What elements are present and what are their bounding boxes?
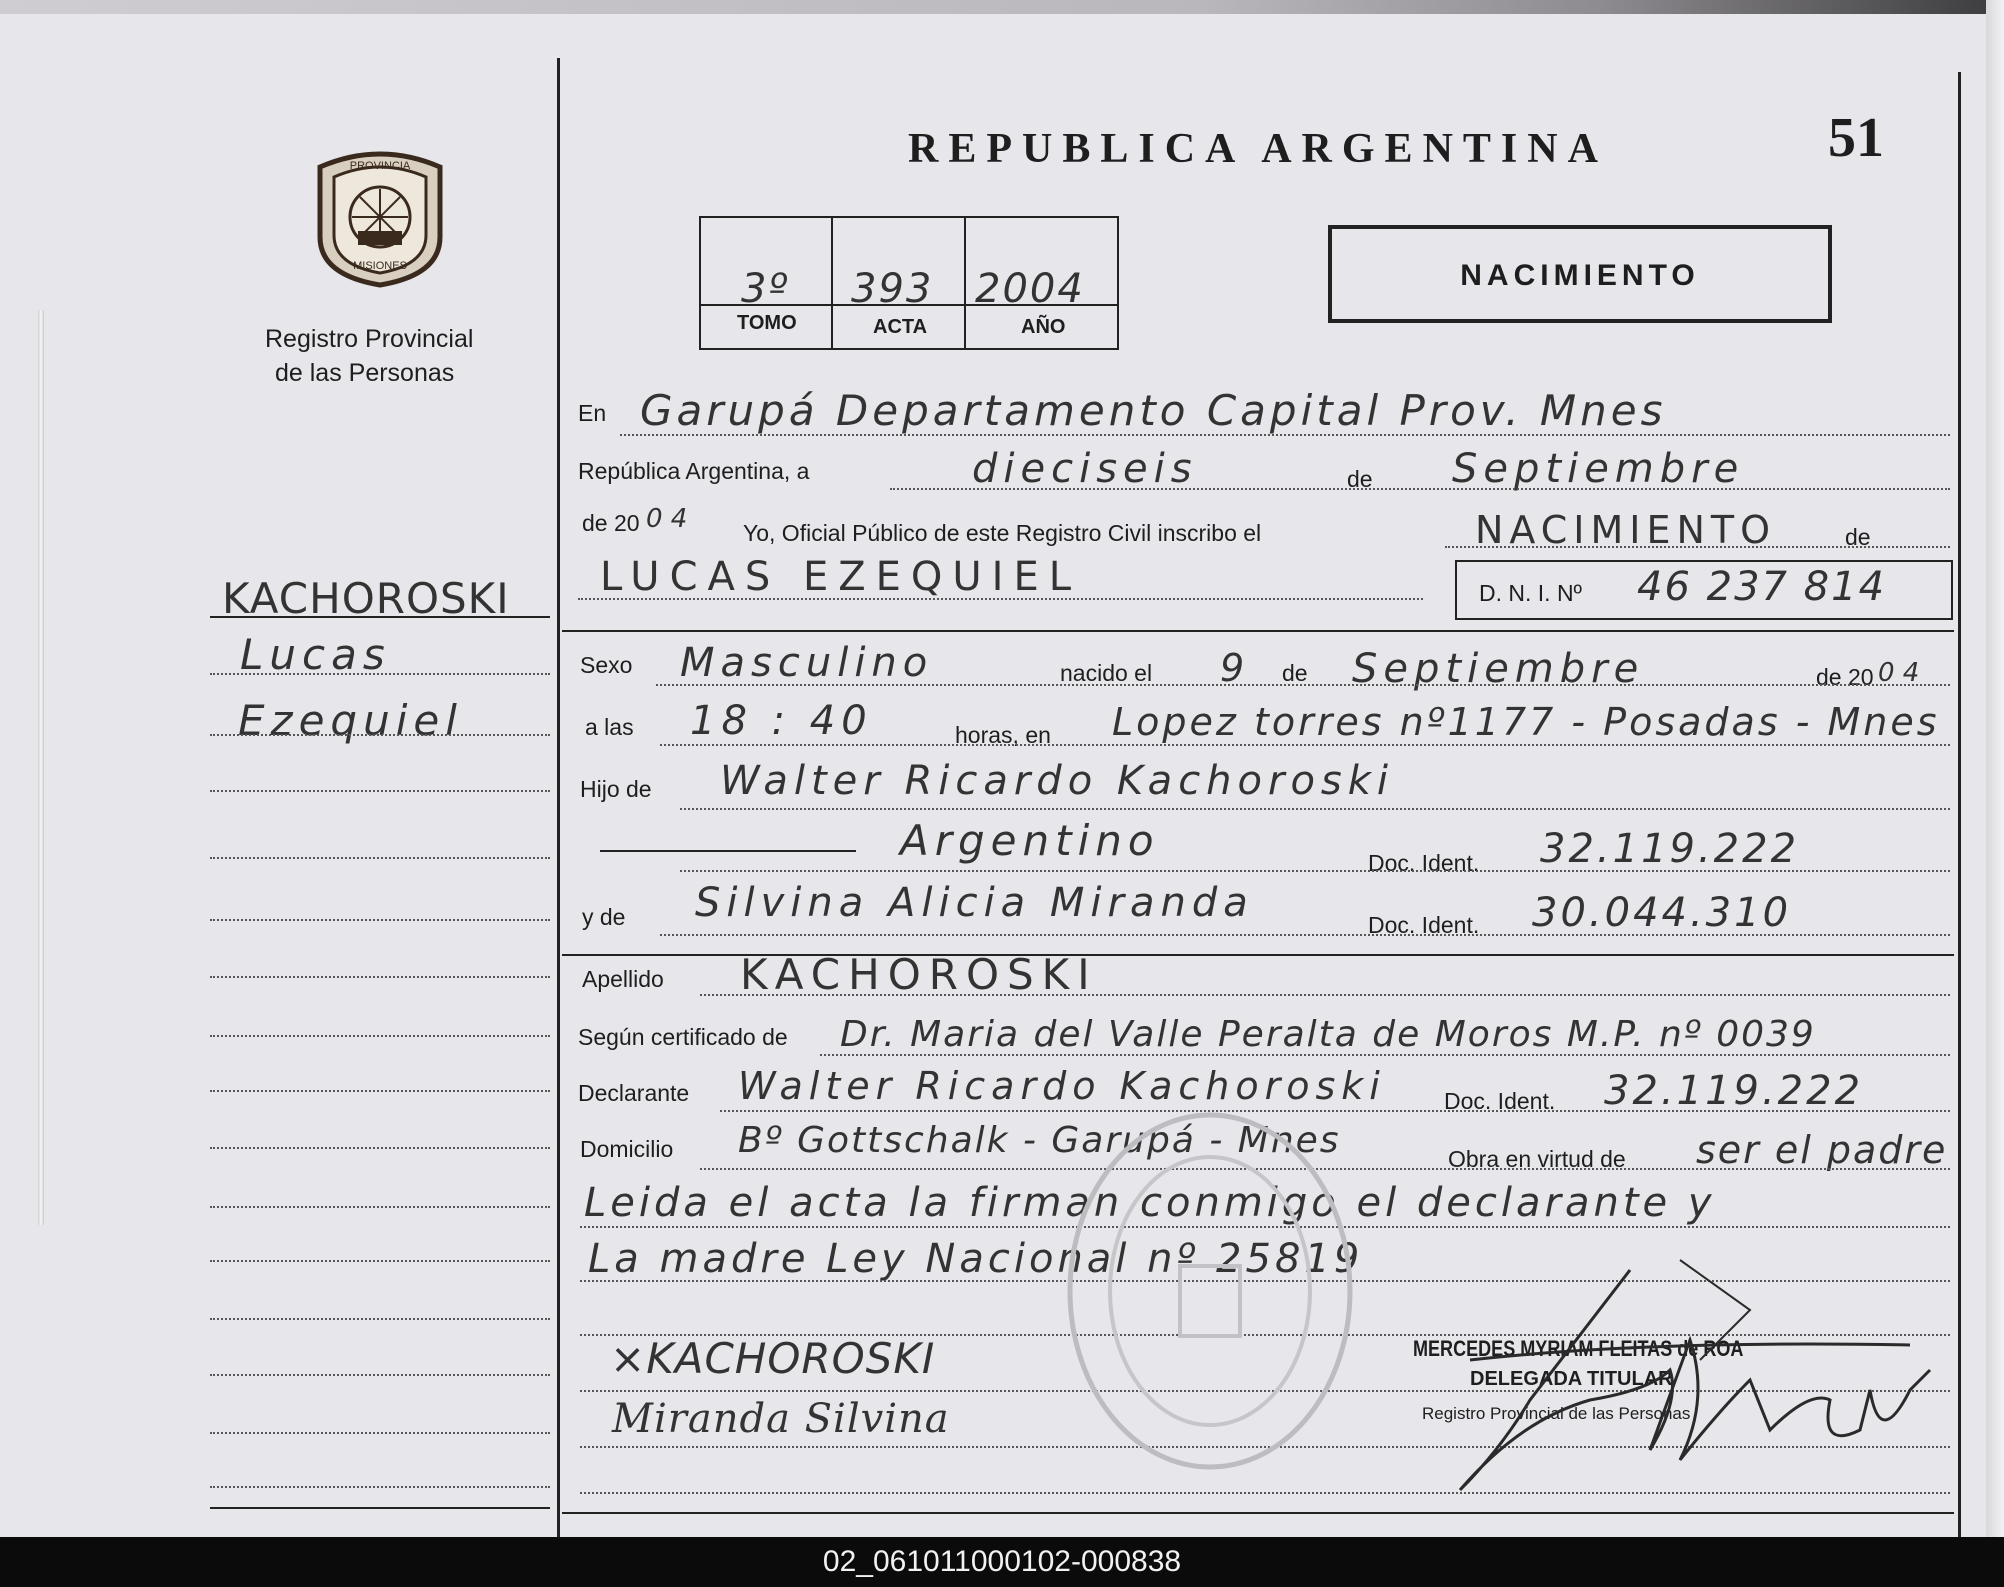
yo-label: Yo, Oficial Público de este Registro Civil inscribo el: [743, 520, 1262, 546]
country-title: REPUBLICA ARGENTINA: [908, 126, 1608, 172]
stub-surname: KACHOROSKI: [222, 574, 510, 623]
extra-line-2: La madre Ley Nacional nº 25819: [588, 1236, 1364, 1282]
dni-box: [1455, 560, 1953, 620]
registry-stamp-icon: [1060, 1106, 1360, 1476]
right-edge: [1986, 0, 2004, 1537]
mother-doc: 30.044.310: [1532, 890, 1792, 936]
ano-label: AÑO: [1021, 316, 1066, 338]
birth-year-label: de 20: [1816, 664, 1874, 690]
inscribe-de-label: de: [1845, 524, 1871, 550]
child-name: LUCAS EZEQUIEL: [600, 554, 1082, 600]
registry-line2: de las Personas: [275, 359, 455, 387]
page-number: 51: [1828, 107, 1884, 169]
misiones-seal-icon: [310, 145, 450, 290]
sexo-value: Masculino: [680, 640, 934, 686]
father-value: Walter Ricardo Kachoroski: [720, 758, 1395, 804]
birth-year: 0 4: [1878, 658, 1920, 688]
seal-text-top: PROVINCIA: [349, 160, 411, 172]
rep-month: Septiembre: [1452, 446, 1745, 492]
en-value: Garupá Departamento Capital Prov. Mnes: [640, 386, 1667, 435]
doc-type: NACIMIENTO: [1460, 259, 1700, 292]
father-doc: 32.119.222: [1540, 826, 1800, 872]
stub-name2: Ezequiel: [238, 696, 463, 745]
apellido-label: Apellido: [582, 966, 664, 992]
segun-label: Según certificado de: [578, 1024, 788, 1050]
birth-month: Septiembre: [1352, 646, 1645, 692]
stub-name1: Lucas: [240, 630, 391, 679]
extra-line-1: Leida el acta la firman conmigo el declarante y: [584, 1180, 1716, 1226]
tomo-label: TOMO: [737, 312, 797, 334]
declarante-doc: 32.119.222: [1604, 1068, 1864, 1114]
place-value: Lopez torres nº1177 - Posadas - Mnes: [1112, 700, 1940, 744]
acta-value: 393: [851, 266, 934, 312]
dni-label: D. N. I. Nº: [1479, 580, 1582, 606]
domicilio-value: Bº Gottschalk - Garupá - Mnes: [738, 1120, 1341, 1161]
mother-value: Silvina Alicia Miranda: [695, 880, 1254, 926]
father-doc-label: Doc. Ident.: [1368, 850, 1480, 876]
tomo-value: 3º: [741, 266, 790, 312]
sexo-label: Sexo: [580, 652, 633, 678]
rep-de-label: de: [1347, 466, 1373, 492]
binding-spine: [38, 310, 44, 1225]
hijo-label: Hijo de: [580, 776, 652, 802]
domicilio-label: Domicilio: [580, 1136, 674, 1162]
registry-line1: Registro Provincial: [265, 325, 474, 353]
year-label: de 20: [582, 510, 640, 536]
official-title: DELEGADA TITULAR: [1470, 1368, 1673, 1390]
apellido-value: KACHOROSKI: [740, 950, 1098, 999]
nacimiento-box: [1328, 225, 1832, 323]
yde-label: y de: [582, 904, 626, 930]
footer-id: 02_061011000102-000838: [0, 1537, 2004, 1587]
ano-value: 2004: [975, 266, 1085, 312]
birth-day: 9: [1220, 646, 1251, 690]
inscribe-value: NACIMIENTO: [1475, 508, 1777, 552]
birth-de-label: de: [1282, 660, 1308, 686]
mother-doc-label: Doc. Ident.: [1368, 912, 1480, 938]
declarante-label: Declarante: [578, 1080, 690, 1106]
declarante-doc-label: Doc. Ident.: [1444, 1088, 1556, 1114]
seal-text-bottom: MISIONES: [353, 260, 407, 272]
nacido-label: nacido el: [1060, 660, 1153, 686]
right-border: [1958, 72, 1961, 1537]
acta-label: ACTA: [873, 316, 928, 338]
signature-surname: ×KACHOROSKI: [610, 1334, 936, 1383]
top-edge: [0, 0, 2004, 14]
rep-label: República Argentina, a: [578, 458, 810, 484]
record-box: [699, 216, 1119, 350]
obra-value: ser el padre: [1696, 1128, 1948, 1172]
dni-value: 46 237 814: [1637, 564, 1887, 610]
rep-day: dieciseis: [972, 446, 1198, 492]
father-nationality: Argentino: [900, 816, 1160, 865]
year-value: 0 4: [646, 504, 688, 534]
alas-label: a las: [585, 714, 634, 740]
en-label: En: [578, 400, 607, 426]
time-value: 18 : 40: [690, 698, 873, 744]
horas-label: horas, en: [955, 722, 1051, 748]
segun-value: Dr. Maria del Valle Peralta de Moros M.P. nº 0039: [840, 1014, 1816, 1055]
official-signature-icon: [1350, 1250, 1950, 1530]
official-org: Registro Provincial de las Personas: [1422, 1404, 1691, 1423]
signature-mother: Miranda Silvina: [612, 1396, 950, 1442]
declarante-value: Walter Ricardo Kachoroski: [738, 1064, 1386, 1108]
official-name: MERCEDES MYRIAM FLEITAS de ROA: [1413, 1336, 1744, 1361]
obra-label: Obra en virtud de: [1448, 1146, 1626, 1172]
stub-divider: [557, 58, 560, 1537]
